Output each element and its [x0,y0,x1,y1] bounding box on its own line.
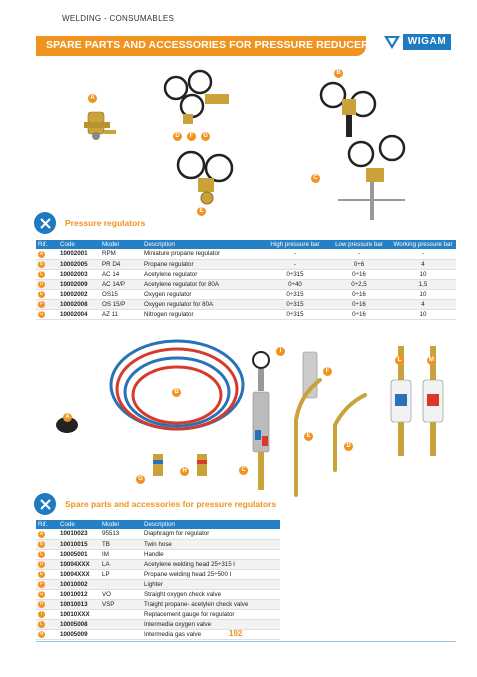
description-cell: Oxygen regulator [142,289,262,299]
ref-cell [36,589,58,599]
code-cell: 10002009 [58,279,100,289]
table-row [36,559,280,569]
column-header: Description [142,520,280,529]
model-cell [100,609,142,619]
high-pressure-cell: 0÷315 [262,269,328,279]
high-pressure-cell: - [262,259,328,269]
table-row [36,269,456,279]
code-cell: 10010015 [58,539,100,549]
description-cell: Intermedia oxygen valve [142,619,280,629]
code-cell: 10010013 [58,599,100,609]
model-cell: PR D4 [100,259,142,269]
model-cell: OS15 [100,289,142,299]
twin-hose-illustration [111,341,243,429]
acetylene-regulator-illustration [338,136,405,220]
table-row [36,259,456,269]
working-pressure-cell: 10 [390,309,456,319]
description-cell: Twin hose [142,539,280,549]
column-header: High pressure bar [262,240,328,249]
callout-badge: F [323,367,332,376]
ref-badge: G [39,311,44,317]
table-row [36,589,280,599]
description-cell: Nitrogen regulator [142,309,262,319]
handle-illustration [253,352,269,490]
ref-badge: F [39,301,44,307]
propane-regulator-illustration [321,83,375,137]
model-cell: IM [100,549,142,559]
callout-badge: L [395,356,404,365]
column-header: Rif. [36,520,58,529]
ref-cell [36,299,58,309]
code-cell: 10002001 [58,249,100,259]
callout-badge: E [197,207,206,216]
code-cell: 10002004 [58,309,100,319]
ref-badge: G [39,591,44,597]
column-header: Working pressure bar [390,240,456,249]
ref-badge: B [39,261,44,267]
code-cell: 10010002 [58,579,100,589]
section-heading-text: Pressure regulators [65,218,146,228]
ref-cell [36,619,58,629]
code-cell: 10002002 [58,289,100,299]
callout-badge: D [173,132,182,141]
model-cell: LA [100,559,142,569]
section-heading-pressure-regulators [34,212,145,234]
ref-cell [36,259,58,269]
description-cell: Straight oxygen check valve [142,589,280,599]
ref-cell [36,249,58,259]
callout-badge: A [88,94,97,103]
description-cell: Propane welding head 25÷500 l [142,569,280,579]
model-cell: AZ 11 [100,309,142,319]
ref-badge: L [38,621,45,628]
description-cell: Diaphragm for regulator [142,529,280,539]
model-cell: 95513 [100,529,142,539]
description-cell: Propane regulator [142,259,262,269]
ref-cell [36,569,58,579]
high-pressure-cell: 0÷315 [262,299,328,309]
low-pressure-cell: 0÷6 [328,259,390,269]
callout-badge: B [334,69,343,78]
working-pressure-cell: 1,5 [390,279,456,289]
code-cell: 10004XXX [58,559,100,569]
footer-divider [36,641,456,642]
description-cell: Lighter [142,579,280,589]
description-cell: Handle [142,549,280,559]
high-pressure-cell: - [262,249,328,259]
ref-cell [36,599,58,609]
low-pressure-cell: 0÷2,5 [328,279,390,289]
ref-badge: I [38,611,45,618]
ref-badge: F [39,581,44,587]
working-pressure-cell: - [390,249,456,259]
code-cell: 10002003 [58,269,100,279]
section-heading-spare-parts [34,493,276,515]
ref-cell [36,629,58,639]
code-cell: 10002008 [58,299,100,309]
table-row [36,539,280,549]
section-heading-text: Spare parts and accessories for pressure regulators [65,499,277,509]
high-pressure-cell: 0÷315 [262,309,328,319]
table-row [36,569,280,579]
table-row [36,599,280,609]
code-cell: 10005001 [58,549,100,559]
table-header-row [36,520,280,529]
miniature-regulator-illustration [84,112,116,140]
ref-cell [36,549,58,559]
model-cell: OS 15/P [100,299,142,309]
table-header-row [36,240,456,249]
model-cell: TB [100,539,142,549]
callout-badge: C [239,466,248,475]
description-cell: Replacement gauge for regulator [142,609,280,619]
description-cell: Acetylene welding head 25÷315 l [142,559,280,569]
description-cell: Oxygen regulator for 80A [142,299,262,309]
description-cell: Acetylene regulator [142,269,262,279]
code-cell: 10010023 [58,529,100,539]
callout-badge: H [180,467,189,476]
ref-cell [36,289,58,299]
model-cell: AC 14/P [100,279,142,289]
table-row [36,309,456,319]
table-row [36,529,280,539]
table-row [36,289,456,299]
ref-badge: E [39,291,44,297]
ref-badge: D [39,561,44,567]
oxygen-regulator-illustration [178,152,232,204]
callout-badge: F [187,132,196,141]
working-pressure-cell: 4 [390,259,456,269]
ref-badge: H [39,601,44,607]
table-row [36,629,280,639]
working-pressure-cell: 4 [390,299,456,309]
ref-cell [36,609,58,619]
spare-parts-table [36,520,280,640]
table-row [36,609,280,619]
callout-badge: G [136,475,145,484]
ref-cell [36,269,58,279]
column-header: Low pressure bar [328,240,390,249]
wrench-screwdriver-icon [34,212,56,234]
ref-badge: A [39,530,44,537]
working-pressure-cell: 10 [390,269,456,279]
column-header: Model [100,520,142,529]
callout-badge: E [304,432,313,441]
model-cell [100,579,142,589]
model-cell: RPM [100,249,142,259]
ref-badge: C [39,271,44,277]
callout-badge: G [201,132,210,141]
callout-badge: M [429,357,434,363]
twin-gauge-regulator-illustration [165,71,229,124]
page-number: 192 [229,629,243,638]
ref-badge: E [39,571,44,577]
callout-badge: C [311,174,320,183]
callout-badge: A [63,413,72,422]
description-cell: Miniature propane regulator [142,249,262,259]
model-cell: VO [100,589,142,599]
model-cell [100,629,142,639]
low-pressure-cell: 0÷16 [328,299,390,309]
model-cell: AC 14 [100,269,142,279]
column-header: Model [100,240,142,249]
table-row [36,579,280,589]
low-pressure-cell: 0÷16 [328,269,390,279]
page-title: SPARE PARTS AND ACCESSORIES FOR PRESSURE REDUCERS [46,39,376,51]
model-cell: VSP [100,599,142,609]
ref-badge: B [39,541,44,547]
code-cell: 10005008 [58,619,100,629]
ref-cell [36,529,58,539]
low-pressure-cell: 0÷16 [328,309,390,319]
description-cell: Acetylene regulator for 80A [142,279,262,289]
table-row [36,249,456,259]
high-pressure-cell: 0÷40 [262,279,328,289]
model-cell: LP [100,569,142,579]
table-row [36,279,456,289]
table-row [36,299,456,309]
ref-cell [36,539,58,549]
ref-cell [36,309,58,319]
low-pressure-cell: - [328,249,390,259]
ref-badge: M [39,631,44,637]
section-label: WELDING - CONSUMABLES [62,14,175,23]
working-pressure-cell: 10 [390,289,456,299]
column-header: Rif. [36,240,58,249]
callout-badge: I [276,347,285,356]
low-pressure-cell: 0÷16 [328,289,390,299]
description-cell: Traight propane- acetylen check valve [142,599,280,609]
ref-cell [36,579,58,589]
code-cell: 10010XXX [58,609,100,619]
table-row [36,549,280,559]
code-cell: 10004XXX [58,569,100,579]
code-cell: 10010012 [58,589,100,599]
code-cell: 10002005 [58,259,100,269]
callout-badge: B [172,388,181,397]
code-cell: 10005009 [58,629,100,639]
column-header: Code [58,240,100,249]
model-cell [100,619,142,629]
ref-badge: C [39,551,44,557]
ref-badge: D [39,281,44,287]
ref-cell [36,559,58,569]
ref-cell [36,279,58,289]
wrench-screwdriver-icon [34,493,56,515]
callout-badge: D [344,442,353,451]
high-pressure-cell: 0÷315 [262,289,328,299]
wigam-logo-text: WIGAM [403,34,451,50]
table-row [36,619,280,629]
column-header: Code [58,520,100,529]
column-header: Description [142,240,262,249]
description-cell: Intermedia gas valve [142,629,280,639]
ref-badge: A [39,250,44,257]
pressure-regulators-table [36,240,456,320]
